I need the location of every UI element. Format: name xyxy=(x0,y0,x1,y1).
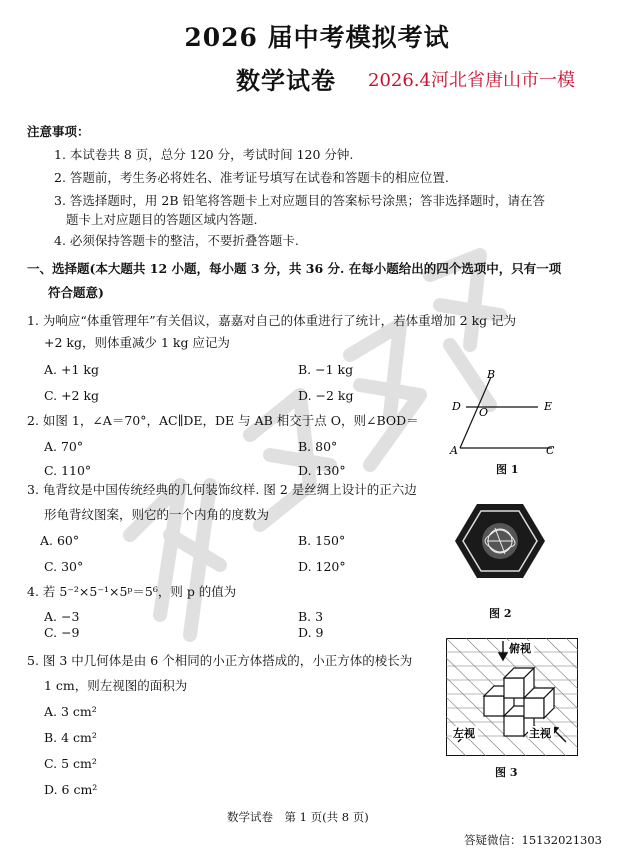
option-b: B. −1 kg xyxy=(298,362,354,377)
option-d: D. 6 cm² xyxy=(44,782,98,797)
point-label: D xyxy=(452,400,461,413)
page-footer: 数学试卷 第 1 页(共 8 页) xyxy=(227,810,369,824)
figure-2-caption: 图 2 xyxy=(489,607,512,620)
page-title: 2026 届中考模拟考试 xyxy=(184,23,450,52)
option-b: B. 4 cm² xyxy=(44,730,97,745)
note-item: 2. 答题前，考生务必将姓名、准考证号填写在试卷和答题卡的相应位置. xyxy=(54,170,449,185)
question-1-stem: 1. 为响应“体重管理年”有关倡议，嘉嘉对自己的体重进行了统计，若体重增加 2 kg 记为 xyxy=(27,313,517,328)
question-4-stem: 4. 若 5⁻²×5⁻¹×5ᵖ＝5⁶，则 p 的值为 xyxy=(27,584,237,599)
option-d: D. 130° xyxy=(298,463,346,478)
question-5-stem-cont: 1 cm，则左视图的面积为 xyxy=(44,678,188,693)
figure-3-cube-diagram xyxy=(446,638,578,756)
question-5-stem: 5. 图 3 中几何体是由 6 个相同的小正方体搭成的，小正方体的棱长为 xyxy=(27,653,413,668)
source-label: 2026.4河北省唐山市一模 xyxy=(368,70,575,91)
figure-3-caption: 图 3 xyxy=(495,766,518,779)
option-b: B. 3 xyxy=(298,609,324,624)
question-2-stem: 2. 如图 1，∠A＝70°，AC∥DE，DE 与 AB 相交于点 O，则∠BOD＝ xyxy=(27,413,419,428)
figure-1-caption: 图 1 xyxy=(496,463,519,476)
option-c: C. −9 xyxy=(44,625,80,640)
question-1-stem-cont: +2 kg，则体重减少 1 kg 应记为 xyxy=(44,335,230,350)
front-view-label: 主视 xyxy=(529,727,551,740)
option-b: B. 80° xyxy=(298,439,338,454)
note-item: 4. 必须保持答题卡的整洁，不要折叠答题卡. xyxy=(54,233,299,248)
option-d: D. −2 kg xyxy=(298,388,354,403)
point-label: B xyxy=(487,368,496,381)
section-heading: 一、选择题(本大题共 12 小题，每小题 3 分，共 36 分. 在每小题给出的四个选项中，只有一项 xyxy=(27,261,562,276)
cube-face xyxy=(504,716,524,736)
option-c: C. 110° xyxy=(44,463,92,478)
figure-2-hexagon-pattern xyxy=(455,500,545,582)
option-c: C. 5 cm² xyxy=(44,756,97,771)
note-item: 3. 答选择题时，用 2B 铅笔将答题卡上对应题目的答案标号涂黑；答非选择题时，请在答 xyxy=(54,193,545,208)
question-3-stem: 3. 龟背纹是中国传统经典的几何装饰纹样. 图 2 是丝绸上设计的正六边 xyxy=(27,482,417,497)
note-item: 1. 本试卷共 8 页，总分 120 分，考试时间 120 分钟. xyxy=(54,147,354,162)
top-view-label: 俯视 xyxy=(509,642,531,655)
point-label: E xyxy=(544,400,553,413)
figure-1-diagram xyxy=(446,366,566,476)
point-label: A xyxy=(450,444,458,457)
contact-info: 答疑微信：15132021303 xyxy=(464,833,602,847)
question-3-stem-cont: 形龟背纹图案，则它的一个内角的度数为 xyxy=(44,507,270,522)
option-d: D. 9 xyxy=(298,625,324,640)
option-a: A. 60° xyxy=(40,533,80,548)
page-subtitle: 数学试卷 xyxy=(236,66,336,95)
left-view-label: 左视 xyxy=(453,727,475,740)
note-item: 题卡上对应题目的答题区域内答题. xyxy=(66,212,258,227)
notes-heading: 注意事项： xyxy=(27,124,90,139)
option-a: A. 3 cm² xyxy=(44,704,97,719)
option-c: C. +2 kg xyxy=(44,388,100,403)
option-b: B. 150° xyxy=(298,533,346,548)
option-d: D. 120° xyxy=(298,559,346,574)
section-heading-cont: 符合题意) xyxy=(48,285,104,300)
option-a: A. +1 kg xyxy=(44,362,99,377)
cube-face xyxy=(504,678,524,698)
cube-face xyxy=(524,698,544,718)
point-label: O xyxy=(479,406,489,419)
option-a: A. 70° xyxy=(44,439,84,454)
cube-face xyxy=(484,696,504,716)
option-c: C. 30° xyxy=(44,559,84,574)
point-label: C xyxy=(546,444,555,457)
option-a: A. −3 xyxy=(44,609,80,624)
